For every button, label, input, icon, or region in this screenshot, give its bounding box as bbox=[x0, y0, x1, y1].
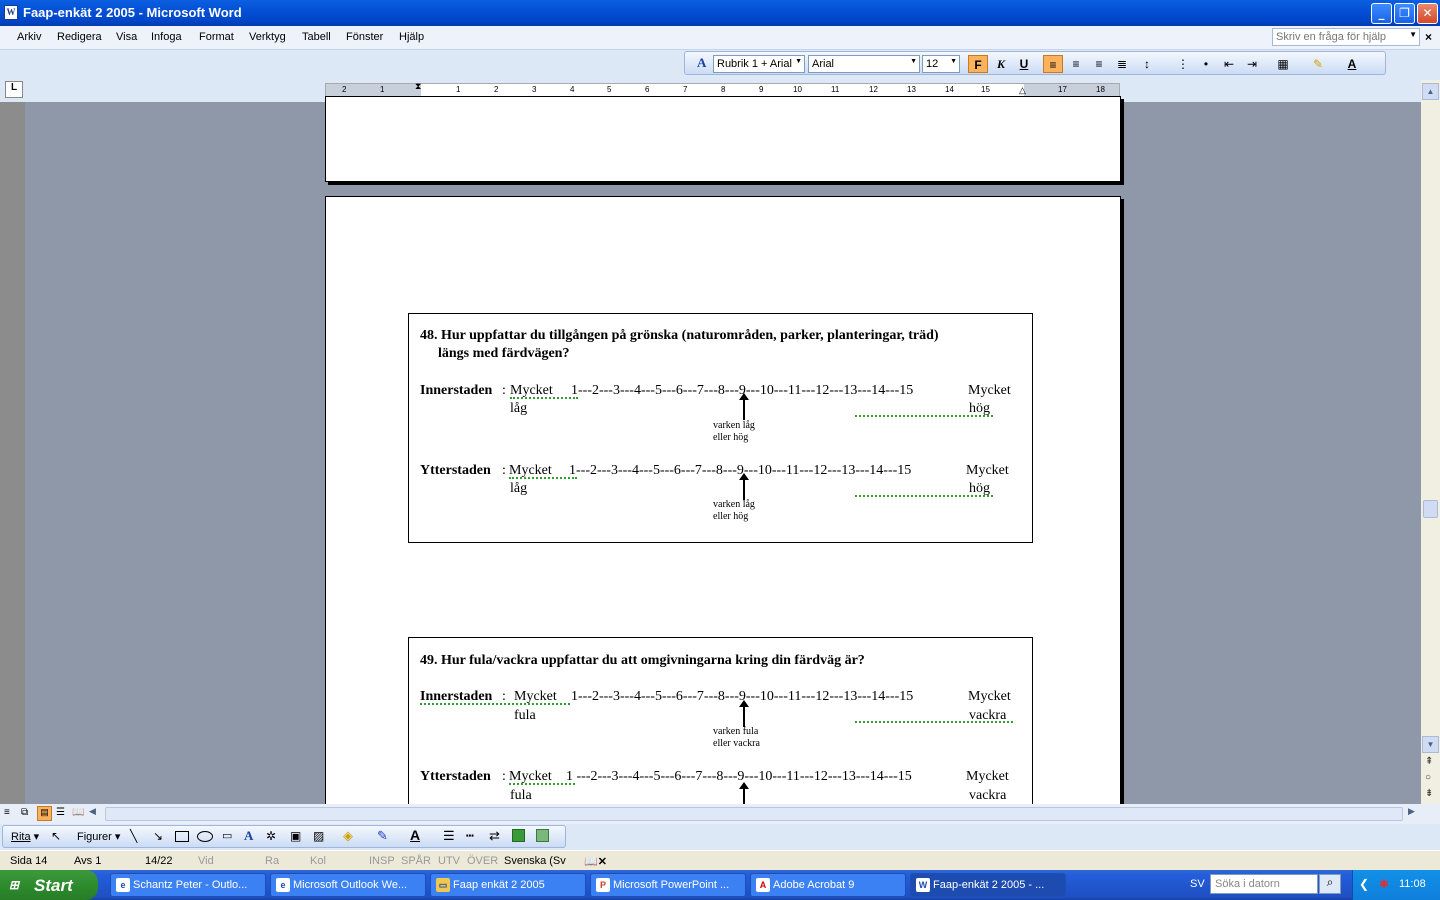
shadow-style-icon[interactable] bbox=[512, 829, 525, 842]
colon: : bbox=[502, 769, 506, 784]
task-outlook-mail[interactable] bbox=[110, 873, 266, 897]
q49-r2-scale: 1 ---2---3---4---5---6---7---8---9---10---11---12---13---14---15 bbox=[566, 769, 912, 784]
task-label: Microsoft Outlook We... bbox=[293, 879, 408, 891]
spelling-underline bbox=[510, 397, 578, 399]
numbering-icon[interactable]: ⋮ bbox=[1177, 57, 1189, 71]
line-color-icon[interactable]: ✎ bbox=[377, 828, 388, 843]
q49-r1-left-bot: fula bbox=[514, 708, 536, 723]
ruler-mark: 4 bbox=[570, 85, 575, 94]
spelling-underline bbox=[509, 477, 577, 479]
status-pages: 14/22 bbox=[145, 855, 173, 867]
start-label: Start bbox=[34, 876, 73, 895]
task-outlook-web[interactable] bbox=[270, 873, 426, 897]
menu-format[interactable]: Format bbox=[199, 31, 234, 43]
spelling-underline bbox=[509, 783, 575, 785]
menu-fonster[interactable]: Fönster bbox=[346, 31, 384, 43]
task-label: Adobe Acrobat 9 bbox=[773, 879, 855, 891]
rectangle-icon[interactable] bbox=[175, 831, 189, 842]
menu-infoga[interactable]: Infoga bbox=[151, 31, 182, 43]
up-arrow-icon bbox=[743, 705, 745, 727]
q49-r2-left-top: Mycket bbox=[509, 769, 552, 784]
acrobat-icon: A bbox=[756, 878, 770, 892]
q48-r1-mid-1: varken låg bbox=[713, 420, 755, 431]
task-label: Faap enkät 2 2005 bbox=[453, 879, 545, 891]
chevron-down-icon: ▼ bbox=[910, 58, 917, 65]
menu-redigera[interactable]: Redigera bbox=[57, 31, 102, 43]
spelling-status-icon[interactable]: 📖✕ bbox=[584, 856, 607, 868]
ie-icon: e bbox=[276, 878, 290, 892]
horizontal-scroll-thumb[interactable] bbox=[105, 807, 1403, 821]
status-col: Kol bbox=[310, 855, 326, 867]
q49-r1-right-top: Mycket bbox=[968, 689, 1011, 704]
page-previous bbox=[325, 96, 1121, 182]
ruler-mark: 5 bbox=[607, 85, 612, 94]
bullets-icon[interactable]: • bbox=[1203, 57, 1209, 71]
folder-icon: ▭ bbox=[436, 878, 450, 892]
task-label: Faap-enkät 2 2005 - ... bbox=[933, 879, 1045, 891]
ruler-mark: 12 bbox=[869, 85, 878, 94]
status-bar bbox=[0, 850, 1440, 870]
q48-r1-scale: 1---2---3---4---5---6---7---8---9---10---11---12---13---14---15 bbox=[571, 383, 914, 398]
ruler-mark: 18 bbox=[1096, 85, 1105, 94]
clock[interactable]: 11:08 bbox=[1399, 878, 1426, 890]
underline-button[interactable]: U bbox=[1019, 57, 1029, 71]
status-rec[interactable]: INSP bbox=[369, 855, 395, 867]
ie-icon: e bbox=[116, 878, 130, 892]
font-color-draw-icon[interactable]: A bbox=[410, 827, 421, 843]
q49-r2-left-bot: fula bbox=[510, 788, 532, 803]
vertical-scrollbar[interactable] bbox=[1421, 80, 1440, 804]
font-color-icon[interactable]: A bbox=[1347, 57, 1357, 71]
autoshapes-menu-button[interactable]: Figurer ▾ bbox=[77, 831, 121, 843]
arrow-icon[interactable]: ↘ bbox=[153, 829, 164, 843]
q49-r2-right-bot: vackra bbox=[969, 788, 1007, 803]
q48-r2-mid-1: varken låg bbox=[713, 499, 755, 510]
borders-icon[interactable]: ▦ bbox=[1277, 57, 1289, 71]
normal-view-icon[interactable]: ≡ bbox=[4, 807, 10, 818]
bluetooth-icon[interactable]: ✱ bbox=[1379, 877, 1390, 891]
ruler-mark: 11 bbox=[831, 85, 840, 94]
line-spacing-icon[interactable]: ↕ bbox=[1144, 57, 1150, 71]
highlight-icon[interactable]: ✎ bbox=[1312, 57, 1324, 71]
italic-button[interactable]: K bbox=[996, 57, 1005, 71]
select-browse-object-icon[interactable]: ○ bbox=[1425, 772, 1432, 783]
q49-r2-right-top: Mycket bbox=[966, 769, 1009, 784]
ruler-mark: 17 bbox=[1058, 85, 1067, 94]
horizontal-ruler[interactable] bbox=[325, 83, 1120, 97]
align-left-button[interactable]: ≡ bbox=[1043, 55, 1063, 73]
chevron-down-icon: ▼ bbox=[795, 58, 802, 65]
spelling-underline bbox=[855, 495, 993, 497]
ruler-mark: 9 bbox=[759, 85, 764, 94]
close-document-icon[interactable]: × bbox=[1425, 30, 1433, 44]
dash-style-icon[interactable]: ┅ bbox=[466, 828, 474, 843]
status-language[interactable]: Svenska (Sv bbox=[504, 855, 566, 867]
style-combo[interactable] bbox=[713, 55, 805, 73]
line-style-icon[interactable]: ☰ bbox=[443, 828, 455, 843]
size-value: 12 bbox=[926, 58, 939, 70]
justify-button[interactable]: ≣ bbox=[1116, 57, 1128, 71]
question-48-title: 48. Hur uppfattar du tillgången på grönska (naturområden, parker, planteringar, träd) bbox=[420, 328, 939, 343]
textbox-icon[interactable]: ▭ bbox=[222, 830, 233, 842]
close-button[interactable]: ✕ bbox=[1417, 3, 1438, 24]
search-icon[interactable]: ⌕ bbox=[1319, 874, 1341, 894]
q48-r2-mid-2: eller hög bbox=[713, 511, 749, 522]
q49-r1-right-bot: vackra bbox=[969, 708, 1007, 723]
increase-indent-icon[interactable]: ⇥ bbox=[1246, 57, 1258, 71]
word-icon: W bbox=[916, 878, 930, 892]
scroll-up-button[interactable]: ▲ bbox=[1422, 83, 1439, 100]
chevron-down-icon[interactable]: ▼ bbox=[1409, 30, 1417, 39]
print-layout-icon[interactable]: ▤ bbox=[37, 806, 52, 821]
right-indent-marker-icon[interactable]: △ bbox=[1019, 85, 1026, 95]
status-page: Sida 14 bbox=[10, 855, 48, 867]
autoshapes-label: Figurer bbox=[77, 831, 112, 843]
q49-r1-left-top: Mycket bbox=[514, 689, 557, 704]
q48-innerstaden-label: Innerstaden bbox=[420, 383, 493, 398]
decrease-indent-icon[interactable]: ⇤ bbox=[1223, 57, 1235, 71]
up-arrow-icon bbox=[743, 478, 745, 500]
clipart-icon[interactable]: ▣ bbox=[290, 829, 302, 843]
q49-r1-mid-1: varken fula bbox=[713, 726, 759, 737]
q48-r2-left-bot: låg bbox=[510, 481, 528, 496]
status-line: Ra bbox=[265, 855, 280, 867]
ruler-mark: 8 bbox=[721, 85, 726, 94]
system-tray bbox=[1352, 870, 1440, 900]
scroll-down-button[interactable]: ▼ bbox=[1422, 736, 1439, 753]
colon: : bbox=[502, 689, 506, 704]
menu-verktyg[interactable]: Verktyg bbox=[249, 31, 286, 43]
task-folder[interactable] bbox=[430, 873, 586, 897]
style-value: Rubrik 1 + Arial bbox=[717, 58, 792, 70]
menu-bar bbox=[0, 26, 1440, 50]
fill-color-icon[interactable]: ◈ bbox=[343, 828, 353, 843]
ruler-mark: 2 bbox=[342, 85, 347, 94]
font-combo[interactable] bbox=[808, 55, 920, 73]
up-arrow-icon bbox=[743, 787, 745, 804]
spelling-underline bbox=[420, 703, 570, 705]
ruler-mark: 7 bbox=[683, 85, 688, 94]
next-page-icon[interactable]: ⇟ bbox=[1425, 788, 1434, 799]
word-icon[interactable]: W bbox=[4, 5, 18, 20]
arrow-style-icon[interactable]: ⇄ bbox=[489, 828, 500, 843]
task-label: Schantz Peter - Outlo... bbox=[133, 879, 248, 891]
start-button[interactable] bbox=[0, 870, 98, 900]
formatting-toolbar bbox=[684, 51, 1386, 75]
q48-r1-mid-2: eller hög bbox=[713, 432, 749, 443]
chevron-down-icon: ▼ bbox=[950, 58, 957, 65]
q48-r2-left-top: Mycket bbox=[509, 463, 552, 478]
desktop-search-input[interactable] bbox=[1210, 874, 1318, 894]
spelling-underline bbox=[855, 415, 993, 417]
colon: : bbox=[502, 383, 506, 398]
desktop-search-placeholder: Söka i datorn bbox=[1215, 878, 1280, 890]
horizontal-scroll-row bbox=[0, 804, 1440, 824]
3d-style-icon[interactable] bbox=[536, 829, 549, 842]
windows-logo-icon: ⊞ bbox=[9, 878, 20, 892]
ruler-mark: 1 bbox=[456, 85, 461, 94]
diagram-icon[interactable]: ✲ bbox=[266, 829, 277, 843]
ruler-margin-left bbox=[326, 84, 421, 96]
font-value: Arial bbox=[812, 58, 835, 70]
title-bar bbox=[0, 0, 1440, 26]
ruler-mark: 6 bbox=[645, 85, 650, 94]
wordart-icon[interactable]: A bbox=[244, 828, 254, 843]
reading-view-icon[interactable]: 📖 bbox=[72, 807, 85, 818]
q48-r2-scale: 1---2---3---4---5---6---7---8---9---10---11---12---13---14---15 bbox=[569, 463, 912, 478]
powerpoint-icon: P bbox=[596, 878, 610, 892]
status-section: Avs 1 bbox=[74, 855, 102, 867]
menu-arkiv[interactable]: Arkiv bbox=[17, 31, 42, 43]
language-indicator[interactable]: SV bbox=[1190, 878, 1205, 890]
q48-r1-right-top: Mycket bbox=[968, 383, 1011, 398]
ruler-mark: 14 bbox=[945, 85, 954, 94]
size-combo[interactable] bbox=[922, 55, 960, 73]
q49-innerstaden-label: Innerstaden bbox=[420, 689, 493, 704]
menu-tabell[interactable]: Tabell bbox=[302, 31, 331, 43]
q48-r1-right-bot: hög bbox=[969, 401, 990, 416]
ruler-mark: 15 bbox=[981, 85, 990, 94]
menu-visa[interactable]: Visa bbox=[116, 31, 138, 43]
align-right-button[interactable]: ≡ bbox=[1095, 57, 1103, 71]
ruler-mark: 3 bbox=[532, 85, 537, 94]
spelling-underline bbox=[855, 721, 1013, 723]
web-view-icon[interactable]: ⧉ bbox=[21, 807, 29, 818]
q48-r2-right-bot: hög bbox=[969, 481, 990, 496]
question-49-title: 49. Hur fula/vackra uppfattar du att omgivningarna kring din färdväg är? bbox=[420, 653, 865, 668]
chevron-left-icon[interactable]: ❮ bbox=[1359, 877, 1370, 891]
q48-r2-right-top: Mycket bbox=[966, 463, 1009, 478]
indent-marker-icon[interactable]: ⧗ bbox=[415, 81, 422, 91]
picture-icon[interactable]: ▨ bbox=[313, 829, 325, 843]
question-48-title-cont: längs med färdvägen? bbox=[438, 346, 570, 361]
tab-selector-button[interactable]: L bbox=[5, 81, 23, 98]
window-title: Faap-enkät 2 2005 - Microsoft Word bbox=[23, 5, 242, 20]
minimize-button[interactable]: _ bbox=[1371, 3, 1392, 24]
up-arrow-icon bbox=[743, 398, 745, 420]
ruler-mark: 1 bbox=[380, 85, 385, 94]
colon: : bbox=[502, 463, 506, 478]
ruler-mark: 13 bbox=[907, 85, 916, 94]
q48-r1-left-bot: låg bbox=[510, 401, 528, 416]
menu-hjalp[interactable]: Hjälp bbox=[399, 31, 425, 43]
select-objects-icon[interactable]: ↖ bbox=[51, 829, 62, 843]
scroll-left-button[interactable]: ◀ bbox=[89, 806, 96, 816]
status-ovr[interactable]: ÖVER bbox=[467, 855, 499, 867]
q48-ytterstaden-label: Ytterstaden bbox=[420, 463, 491, 478]
styles-icon[interactable]: A bbox=[697, 55, 707, 70]
status-trk[interactable]: SPÅR bbox=[401, 855, 431, 867]
task-label: Microsoft PowerPoint ... bbox=[613, 879, 730, 891]
q49-ytterstaden-label: Ytterstaden bbox=[420, 769, 491, 784]
ruler-mark: 2 bbox=[494, 85, 499, 94]
align-center-button[interactable]: ≡ bbox=[1072, 57, 1080, 71]
bold-button[interactable]: F bbox=[968, 55, 988, 73]
draw-menu-label: Rita bbox=[11, 831, 31, 843]
help-search-input[interactable] bbox=[1272, 28, 1420, 46]
previous-page-icon[interactable]: ⇞ bbox=[1425, 756, 1434, 767]
help-placeholder: Skriv en fråga för hjälp bbox=[1276, 31, 1387, 43]
oval-icon[interactable] bbox=[197, 831, 213, 842]
status-at: Vid bbox=[198, 855, 214, 867]
task-acrobat[interactable] bbox=[750, 873, 906, 897]
drawing-toolbar bbox=[2, 825, 566, 848]
q49-r1-scale: 1---2---3---4---5---6---7---8---9---10---11---12---13---14---15 bbox=[571, 689, 914, 704]
draw-menu-button[interactable]: Rita ▾ bbox=[11, 831, 40, 843]
scroll-thumb[interactable] bbox=[1423, 500, 1438, 518]
q49-r1-mid-2: eller vackra bbox=[713, 738, 760, 749]
ruler-mark: 10 bbox=[793, 85, 802, 94]
q48-r1-left-top: Mycket bbox=[510, 383, 553, 398]
task-powerpoint[interactable] bbox=[590, 873, 746, 897]
status-ext[interactable]: UTV bbox=[438, 855, 460, 867]
outline-view-icon[interactable]: ☰ bbox=[56, 807, 65, 818]
restore-button[interactable]: ❐ bbox=[1394, 3, 1415, 24]
scroll-right-button[interactable]: ▶ bbox=[1408, 806, 1415, 816]
task-word-active[interactable] bbox=[910, 873, 1066, 897]
line-icon[interactable]: ╲ bbox=[130, 829, 138, 843]
